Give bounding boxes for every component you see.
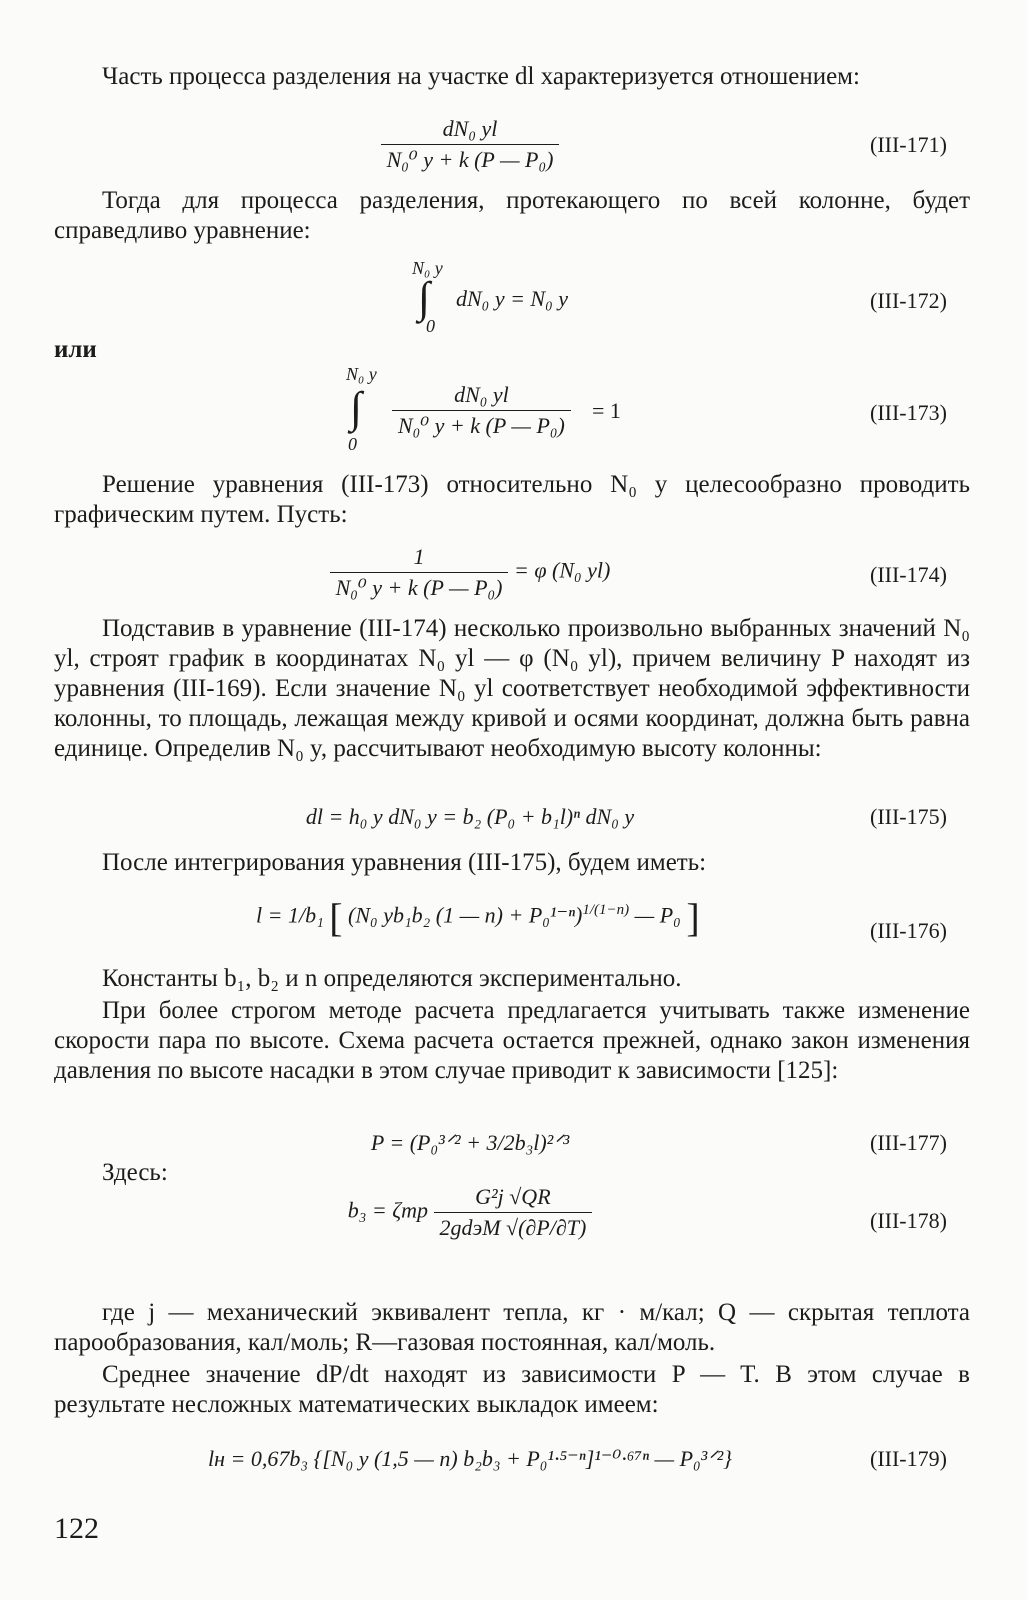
- right-bracket: ]: [686, 895, 700, 940]
- equation-label: (III-174): [870, 562, 947, 587]
- paragraph-graph-method: Подставив в уравнение (III-174) несколько произвольно выбранных значений N₀ yl, строят график в координатах N₀ yl — φ (N₀ yl), причем величину P находят из уравнения (III-169). Если значение N₀ yl соответствует необходимой эффективности колонны, то площадь, лежащая между кривой и осями координат, должна быть равна единице. Определив N₀ y, рассчитывают необходимую высоту колонны:: [54, 615, 970, 762]
- integral-sign: ∫: [350, 383, 363, 432]
- equation-178: b₃ = ζтр $\frac{\text{G²j √QR}}{\text{2gdэM √(∂P/∂T)}}$: [180, 1184, 760, 1241]
- fraction: $\frac{1}{\text{N₀⁰ y + k (P — P₀)}}$: [330, 544, 509, 601]
- equation-label: (III-176): [870, 918, 947, 943]
- paragraph-graphical-solution: Решение уравнения (III-173) относительно N₀ y целесообразно проводить графическим путем. Пусть:: [54, 471, 970, 528]
- fraction: $\frac{\text{dN₀ yl}}{\text{N₀⁰ y + k (P — P₀)}}$: [392, 382, 571, 439]
- equation-177: P = (P₀³ᐟ² + 3/2b₃l)²ᐟ³: [370, 1130, 570, 1155]
- paragraph-constants: Константы b₁, b₂ и n определяются экспериментально.: [102, 965, 682, 992]
- fraction: $\frac{\text{G²j √QR}}{\text{2gdэM √(∂P/∂T)}}$: [434, 1184, 593, 1241]
- integral-sign: ∫: [418, 273, 431, 322]
- fraction: $\frac{\text{dN₀ yl}}{\text{N₀⁰ y + k (P — P₀)}}$: [381, 116, 560, 173]
- paragraph-variable-definitions: где j — механический эквивалент тепла, кг · м/кал; Q — скрытая теплота парообразования, кал/моль; R—газовая постоянная, кал/моль.: [54, 1299, 970, 1356]
- equation-174: $\frac{1}{\text{N₀⁰ y + k (P — P₀)}}$ = φ (N₀ yl): [180, 544, 760, 601]
- paragraph-separation-ratio: Часть процесса разделения на участке dl характеризуется отношением:: [102, 63, 860, 90]
- left-bracket: [: [329, 895, 343, 940]
- paragraph-column-equation: Тогда для процесса разделения, протекающего по всей колонне, будет справедливо уравнение:: [54, 187, 970, 244]
- here-label: Здесь:: [102, 1159, 168, 1186]
- equation-label: (III-179): [870, 1446, 947, 1471]
- equation-label: (III-175): [870, 804, 947, 829]
- equation-label: (III-171): [870, 132, 947, 157]
- equation-label: (III-177): [870, 1130, 947, 1155]
- equation-label: (III-173): [870, 400, 947, 425]
- or-word: или: [54, 336, 97, 363]
- paragraph-strict-method: При более строгом методе расчета предлагается учитывать также изменение скорости пара по высоте. Схема расчета остается прежней, однако закон изменения давления по высоте насадки в этом случае приводит к зависимости [125]:: [54, 997, 970, 1084]
- page-number: 122: [54, 1512, 99, 1545]
- paragraph-mean-value: Среднее значение dP/dt находят из зависимости P — T. В этом случае в результате несложных математических выкладок имеем:: [54, 1361, 970, 1418]
- equation-171: [180, 116, 760, 173]
- equation-179: lн = 0,67b₃ {[N₀ y (1,5 — n) b₂b₃ + P₀¹·⁵⁻ⁿ]¹⁻⁰·⁶⁷ⁿ — P₀³ᐟ²}: [208, 1446, 732, 1471]
- equation-176: l = 1/b₁ [ (N₀ yb₁b₂ (1 — n) + P₀¹⁻ⁿ)$^{1/(1-n)}$ — P₀ ]: [256, 895, 700, 940]
- equation-173: N₀ y ∫ 0 $\frac{\text{dN₀ yl}}{\text{N₀⁰ y + k (P — P₀)}}$ = 1: [346, 364, 621, 454]
- equation-175: dl = h₀ y dN₀ y = b₂ (P₀ + b₁l)ⁿ dN₀ y: [305, 804, 635, 829]
- paragraph-after-integration: После интегрирования уравнения (III-175), будем иметь:: [102, 849, 707, 876]
- equation-label: (III-172): [870, 288, 947, 313]
- equation-172: N₀ y ∫ 0 dN₀ y = N₀ y: [412, 258, 569, 336]
- equation-label: (III-178): [870, 1208, 947, 1233]
